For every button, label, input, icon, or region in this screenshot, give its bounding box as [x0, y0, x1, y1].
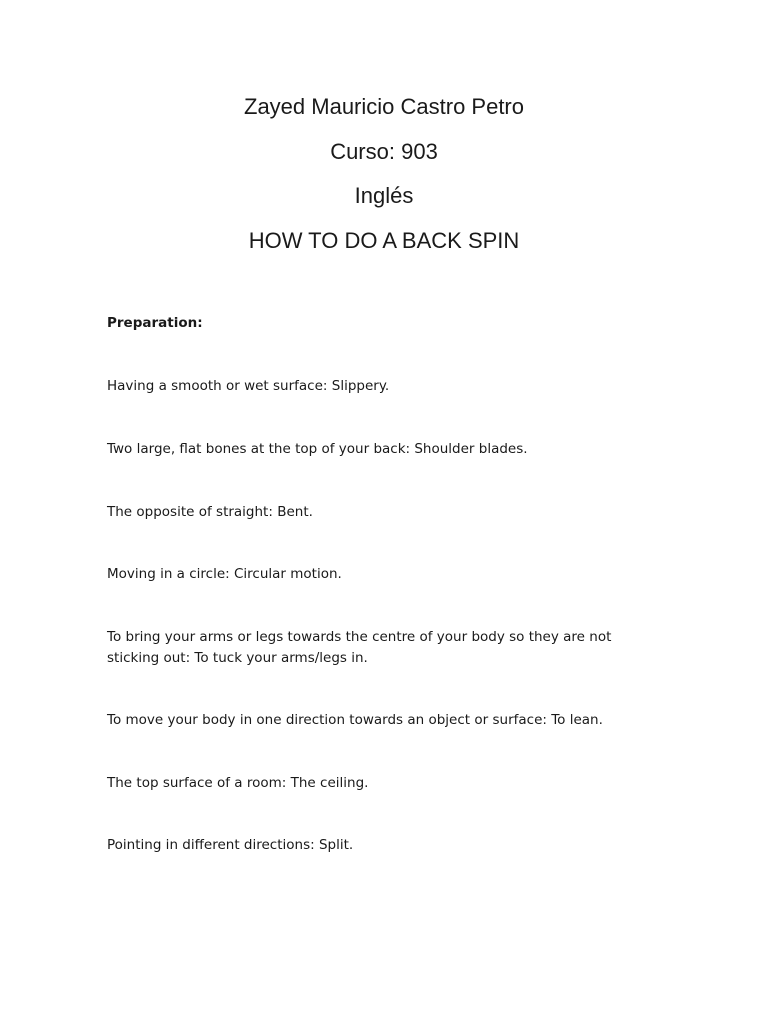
vocabulary-entry: To move your body in one direction towards an object or surface: To lean. [107, 712, 603, 728]
subject-label: Inglés [354, 183, 414, 208]
course-label: Curso: 903 [330, 139, 438, 164]
vocabulary-entry: The opposite of straight: Bent. [107, 504, 313, 520]
author-name: Zayed Mauricio Castro Petro [244, 94, 524, 119]
vocabulary-entry: Having a smooth or wet surface: Slippery. [107, 378, 390, 394]
vocabulary-entry: Moving in a circle: Circular motion. [107, 566, 342, 582]
vocabulary-entry: Pointing in different directions: Split. [107, 837, 354, 853]
section-heading: Preparation: [107, 315, 203, 331]
vocabulary-entry: The top surface of a room: The ceiling. [107, 775, 369, 791]
document-title: HOW TO DO A BACK SPIN [248, 228, 520, 253]
vocabulary-entry: To bring your arms or legs towards the centre of your body so they are not sticking out: To tuck your arms/legs in. [107, 629, 612, 666]
vocabulary-entry: Two large, flat bones at the top of your back: Shoulder blades. [107, 441, 528, 457]
